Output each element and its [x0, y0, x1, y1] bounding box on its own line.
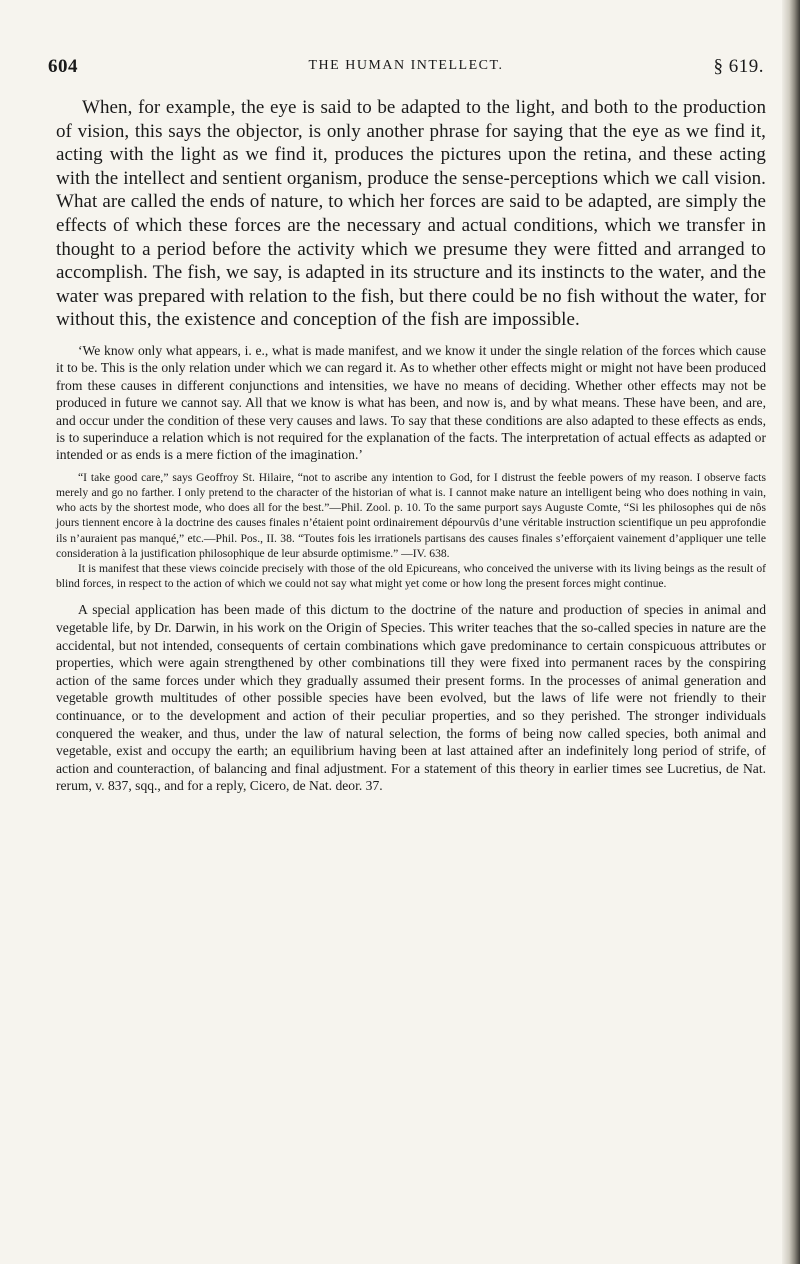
quotation-paragraph: ‘We know only what appears, i. e., what is made manifest, and we know it under the single relation of the forces which cause it to be. This is the only relation under which we can regard it. As to whether other effects might or might not have been produced from these causes in different conjunctions and intensities, we have no means of deciding. Whether other effects may not be produced in future we cannot say. All that we know is what has been, and now is, and by what means. These have been, and are, and occur under the condition of these very causes and laws. To say that these conditions are also adapted to these effects as ends, is to superinduce a relation which is not required for the explanation of the facts. The interpretation of actual effects as adapted or intended or as ends is a mere fiction of the imagination.’: [56, 342, 766, 463]
page-content: [56, 96, 766, 795]
main-paragraph: When, for example, the eye is said to be adapted to the light, and both to the production of vision, this says the objector, is only another phrase for saying that the eye as we find it, acting with the light as we find it, produces the pictures upon the retina, and these acting with the intellect and sentient organism, produce the sense-perceptions which we call vision. What are called the ends of nature, to which her forces are said to be adapted, are simply the effects of which these forces are the necessary and actual conditions, which we transfer in thought to a period before the activity which we presume they were fitted and arranged to accomplish. The fish, we say, is adapted in its structure and its instincts to the water, and the water was prepared with relation to the fish, but there could be no fish without the water, for without this, the existence and conception of the fish are impossible.: [56, 97, 766, 331]
section-number: § 619.: [713, 56, 764, 77]
page-header: [48, 56, 764, 82]
footnote-quotations: “I take good care,” says Geoffroy St. Hilaire, “not to ascribe any intention to God, for I distrust the feeble powers of my reason. I observe facts merely and go no farther. I only pretend to the character of the historian of what is. I cannot make nature an intelligent being who does nothing in vain, who acts by the shortest mode, who does all for the best.”—Phil. Zool. p. 10. To the same purport says Auguste Comte, “Si les philosophes qui de nôs jours tiennent encore à la doctrine des causes finales n’étaient point ordinairement dépourvûs d’une véritable instruction scientifique un peu approfondie ils n’auraient pas manqué,” etc.—Phil. Pos., II. 38. “Toutes fois les irrationels partisans des causes finales s’efforçaient vainement d’appliquer une telle consideration à la justification philosophique de leur absurde optimisme.” —IV. 638.: [56, 470, 766, 560]
footnote-epicureans: It is manifest that these views coincide precisely with those of the old Epicureans, who conceived the universe with its living beings as the result of blind forces, in respect to the action of which we could not say what might yet come or how long the present forces might continue.: [56, 562, 766, 591]
page-number: 604: [48, 56, 78, 77]
darwin-paragraph: A special application has been made of this dictum to the doctrine of the nature and production of species in animal and vegetable life, by Dr. Darwin, in his work on the Origin of Species. This writer teaches that the so-called species in nature are the accidental, but not intended, consequents of certain combinations which gave predominance to certain conspicuous attributes or properties, which were again strengthened by other combinations till they were fixed into permanent races by the conspiring action of the same forces under which they gradually assumed their present forms. In the processes of animal generation and vegetable growth multitudes of other possible species have been evolved, but the laws of life were not friendly to their continuance, or to the development and action of their peculiar properties, and so they perished. The stronger individuals conquered the weaker, and thus, under the law of natural selection, the forms of being now called species, both animal and vegetable, exist and occupy the earth; an equilibrium having been at last attained after an indefinitely long period of strife, of action and counteraction, of balancing and final adjustment. For a statement of this theory in earlier times see Lucretius, de Nat. rerum, v. 837, sqq., and for a reply, Cicero, de Nat. deor. 37.: [56, 602, 766, 794]
page-binding-edge: [782, 0, 800, 1264]
running-head: THE HUMAN INTELLECT.: [308, 58, 504, 73]
